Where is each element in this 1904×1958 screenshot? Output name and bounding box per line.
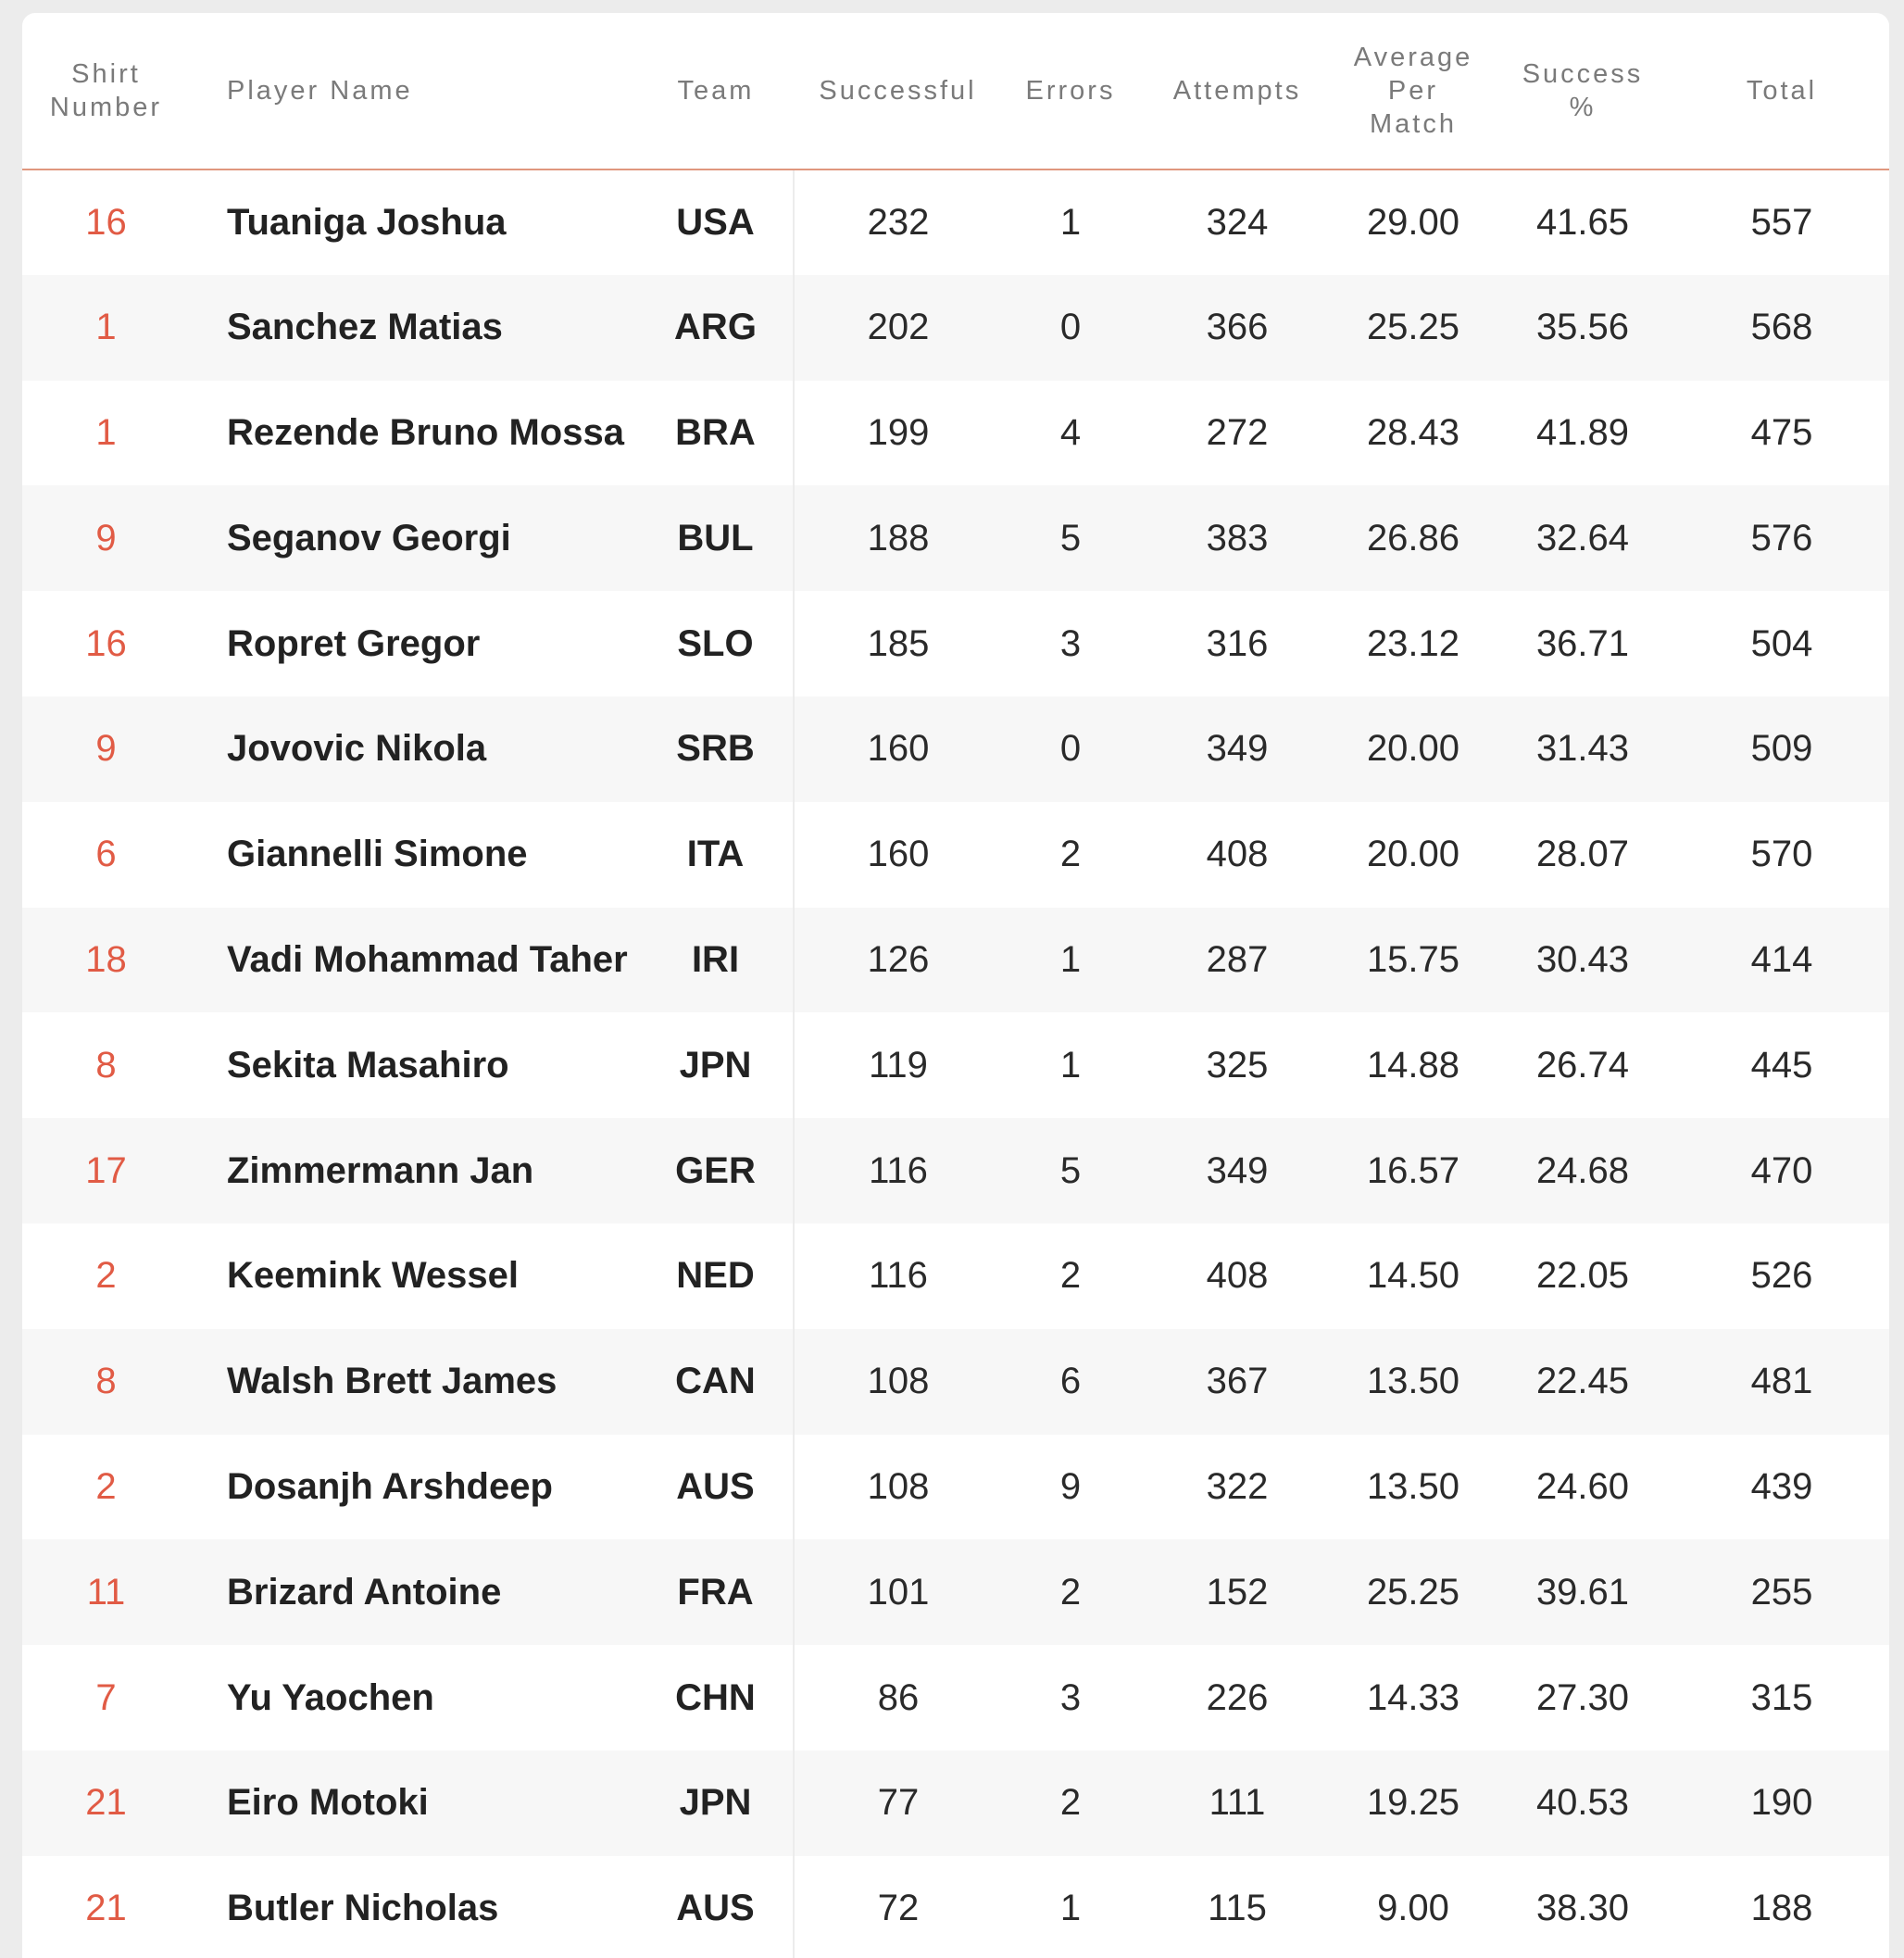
player-name-cell: Jovovic Nikola [227,728,487,770]
success-percent-cell: 26.74 [1535,1044,1630,1086]
successful-cell: 72 [877,1888,920,1929]
column-header-average-per-match[interactable]: Average Per Match [1335,13,1491,169]
errors-cell: 3 [1059,1676,1082,1718]
column-header-shirt-number[interactable]: Shirt Number [22,13,190,169]
player-name-cell: Tuaniga Joshua [227,201,507,243]
attempts-cell: 111 [1209,1782,1266,1824]
table-row[interactable] [22,1224,1889,1329]
success-percent-cell: 24.68 [1535,1149,1630,1191]
player-name-cell: Giannelli Simone [227,834,528,875]
total-cell: 188 [1750,1888,1813,1929]
player-name-cell: Brizard Antoine [227,1571,502,1613]
table-row[interactable] [22,1856,1889,1958]
player-name-cell: Butler Nicholas [227,1888,499,1929]
table-row[interactable] [22,1539,1889,1645]
errors-cell: 2 [1059,1571,1082,1613]
success-percent-cell: 39.61 [1535,1571,1630,1613]
table-row[interactable] [22,169,1889,275]
table-row[interactable] [22,485,1889,591]
average-per-match-cell: 23.12 [1366,622,1460,664]
team-cell: USA [638,169,794,275]
table-row[interactable] [22,802,1889,908]
team-cell: JPN [638,1751,794,1856]
successful-cell: 101 [867,1571,930,1613]
shirt-number-cell: 16 [85,622,127,664]
average-per-match-cell: 15.75 [1366,938,1460,980]
player-name-cell: Zimmermann Jan [227,1149,534,1191]
errors-cell: 2 [1059,1782,1082,1824]
average-per-match-cell: 29.00 [1366,201,1460,243]
stats-table-card [22,13,1889,1958]
average-per-match-cell: 14.88 [1366,1044,1460,1086]
attempts-cell: 349 [1206,728,1269,770]
player-name-cell: Eiro Motoki [227,1782,429,1824]
shirt-number-cell: 9 [95,517,117,559]
column-header-errors[interactable]: Errors [1002,13,1139,169]
shirt-number-cell: 9 [95,728,117,770]
table-row[interactable] [22,1118,1889,1224]
errors-cell: 1 [1059,1888,1082,1929]
team-cell: NED [638,1224,794,1329]
errors-cell: 4 [1059,411,1082,453]
total-cell: 481 [1750,1361,1813,1402]
table-row[interactable] [22,908,1889,1013]
shirt-number-cell: 11 [86,1571,126,1613]
player-name-cell: Yu Yaochen [227,1676,434,1718]
average-per-match-cell: 9.00 [1377,1888,1449,1929]
table-row[interactable] [22,275,1889,381]
success-percent-cell: 40.53 [1535,1782,1630,1824]
shirt-number-cell: 1 [95,411,117,453]
total-cell: 475 [1750,411,1813,453]
table-row[interactable] [22,1329,1889,1435]
shirt-number-cell: 7 [95,1676,117,1718]
successful-cell: 126 [867,938,930,980]
average-per-match-cell: 26.86 [1366,517,1460,559]
errors-cell: 9 [1059,1465,1082,1507]
team-cell: IRI [638,908,794,1013]
average-per-match-cell: 16.57 [1366,1149,1460,1191]
errors-cell: 1 [1059,938,1082,980]
team-cell: ARG [638,275,794,381]
success-percent-cell: 32.64 [1535,517,1630,559]
attempts-cell: 367 [1206,1361,1269,1402]
successful-cell: 185 [867,622,930,664]
errors-cell: 0 [1059,728,1082,770]
successful-cell: 202 [867,307,930,348]
player-stats-table [22,13,1889,1958]
column-header-team[interactable]: Team [638,13,794,169]
successful-cell: 116 [869,1149,928,1191]
total-cell: 570 [1750,834,1813,875]
successful-cell: 160 [867,834,930,875]
errors-cell: 1 [1059,201,1082,243]
successful-cell: 199 [867,411,930,453]
shirt-number-cell: 8 [95,1044,117,1086]
team-cell: AUS [638,1856,794,1958]
success-percent-cell: 41.89 [1535,411,1630,453]
success-percent-cell: 22.05 [1535,1255,1630,1297]
total-cell: 509 [1750,728,1813,770]
table-row[interactable] [22,1751,1889,1856]
team-cell: BRA [638,381,794,486]
column-header-attempts[interactable]: Attempts [1139,13,1335,169]
total-cell: 445 [1750,1044,1813,1086]
shirt-number-cell: 1 [95,307,117,348]
successful-cell: 86 [877,1676,920,1718]
success-percent-cell: 24.60 [1535,1465,1630,1507]
table-row[interactable] [22,381,1889,486]
success-percent-cell: 38.30 [1535,1888,1630,1929]
player-name-cell: Rezende Bruno Mossa [227,411,624,453]
table-body [22,169,1889,1958]
attempts-cell: 322 [1206,1465,1269,1507]
total-cell: 255 [1750,1571,1813,1613]
player-name-cell: Seganov Georgi [227,517,511,559]
total-cell: 504 [1750,622,1813,664]
column-header-successful[interactable]: Successful [794,13,1002,169]
errors-cell: 1 [1059,1044,1082,1086]
errors-cell: 2 [1059,834,1082,875]
attempts-cell: 325 [1206,1044,1269,1086]
attempts-cell: 287 [1206,938,1269,980]
errors-cell: 3 [1059,622,1082,664]
table-row[interactable] [22,697,1889,802]
table-row[interactable] [22,1435,1889,1540]
shirt-number-cell: 21 [85,1782,127,1824]
shirt-number-cell: 8 [95,1361,117,1402]
attempts-cell: 366 [1206,307,1269,348]
attempts-cell: 115 [1208,1888,1267,1929]
team-cell: BUL [638,485,794,591]
average-per-match-cell: 25.25 [1366,307,1460,348]
success-percent-cell: 41.65 [1535,201,1630,243]
attempts-cell: 349 [1206,1149,1269,1191]
success-percent-cell: 28.07 [1535,834,1630,875]
success-percent-cell: 35.56 [1535,307,1630,348]
team-cell: ITA [638,802,794,908]
average-per-match-cell: 20.00 [1366,834,1460,875]
average-per-match-cell: 13.50 [1366,1465,1460,1507]
shirt-number-cell: 16 [85,201,127,243]
successful-cell: 116 [869,1255,928,1297]
successful-cell: 77 [877,1782,920,1824]
average-per-match-cell: 28.43 [1366,411,1460,453]
team-cell: CHN [638,1645,794,1751]
average-per-match-cell: 14.50 [1366,1255,1460,1297]
table-row[interactable] [22,1012,1889,1118]
success-percent-cell: 22.45 [1535,1361,1630,1402]
total-cell: 414 [1750,938,1813,980]
success-percent-cell: 31.43 [1535,728,1630,770]
average-per-match-cell: 25.25 [1366,1571,1460,1613]
attempts-cell: 152 [1206,1571,1269,1613]
success-percent-cell: 30.43 [1535,938,1630,980]
average-per-match-cell: 13.50 [1366,1361,1460,1402]
successful-cell: 232 [867,201,930,243]
player-name-cell: Dosanjh Arshdeep [227,1465,553,1507]
success-percent-cell: 36.71 [1535,622,1630,664]
average-per-match-cell: 20.00 [1366,728,1460,770]
team-cell: FRA [638,1539,794,1645]
team-cell: SLO [638,591,794,697]
total-cell: 576 [1750,517,1813,559]
attempts-cell: 383 [1206,517,1269,559]
player-name-cell: Vadi Mohammad Taher [227,938,628,980]
team-cell: CAN [638,1329,794,1435]
player-name-cell: Ropret Gregor [227,622,481,664]
shirt-number-cell: 6 [95,834,117,875]
player-name-cell: Keemink Wessel [227,1255,519,1297]
table-header-row [22,13,1889,169]
errors-cell: 5 [1059,1149,1082,1191]
successful-cell: 108 [867,1361,930,1402]
team-cell: SRB [638,697,794,802]
attempts-cell: 408 [1206,834,1269,875]
average-per-match-cell: 19.25 [1366,1782,1460,1824]
successful-cell: 108 [867,1465,930,1507]
errors-cell: 2 [1059,1255,1082,1297]
attempts-cell: 324 [1206,201,1269,243]
average-per-match-cell: 14.33 [1366,1676,1460,1718]
player-name-cell: Sekita Masahiro [227,1044,509,1086]
total-cell: 568 [1750,307,1813,348]
successful-cell: 160 [867,728,930,770]
team-cell: JPN [638,1012,794,1118]
column-header-player-name[interactable]: Player Name [190,13,638,169]
attempts-cell: 226 [1206,1676,1269,1718]
total-cell: 470 [1750,1149,1813,1191]
successful-cell: 119 [869,1044,928,1086]
table-row[interactable] [22,1645,1889,1751]
column-header-total[interactable]: Total [1674,13,1889,169]
shirt-number-cell: 2 [95,1465,117,1507]
attempts-cell: 408 [1206,1255,1269,1297]
attempts-cell: 272 [1206,411,1269,453]
shirt-number-cell: 18 [85,938,127,980]
errors-cell: 0 [1059,307,1082,348]
player-name-cell: Sanchez Matias [227,307,503,348]
total-cell: 526 [1750,1255,1813,1297]
success-percent-cell: 27.30 [1535,1676,1630,1718]
errors-cell: 5 [1059,517,1082,559]
total-cell: 315 [1750,1676,1813,1718]
total-cell: 190 [1750,1782,1813,1824]
column-header-success-percent[interactable]: Success % [1491,13,1674,169]
shirt-number-cell: 2 [95,1255,117,1297]
successful-cell: 188 [867,517,930,559]
shirt-number-cell: 17 [85,1149,127,1191]
attempts-cell: 316 [1206,622,1269,664]
total-cell: 439 [1750,1465,1813,1507]
total-cell: 557 [1750,201,1813,243]
team-cell: GER [638,1118,794,1224]
player-name-cell: Walsh Brett James [227,1361,557,1402]
shirt-number-cell: 21 [85,1888,127,1929]
table-row[interactable] [22,591,1889,697]
errors-cell: 6 [1059,1361,1082,1402]
team-cell: AUS [638,1435,794,1540]
